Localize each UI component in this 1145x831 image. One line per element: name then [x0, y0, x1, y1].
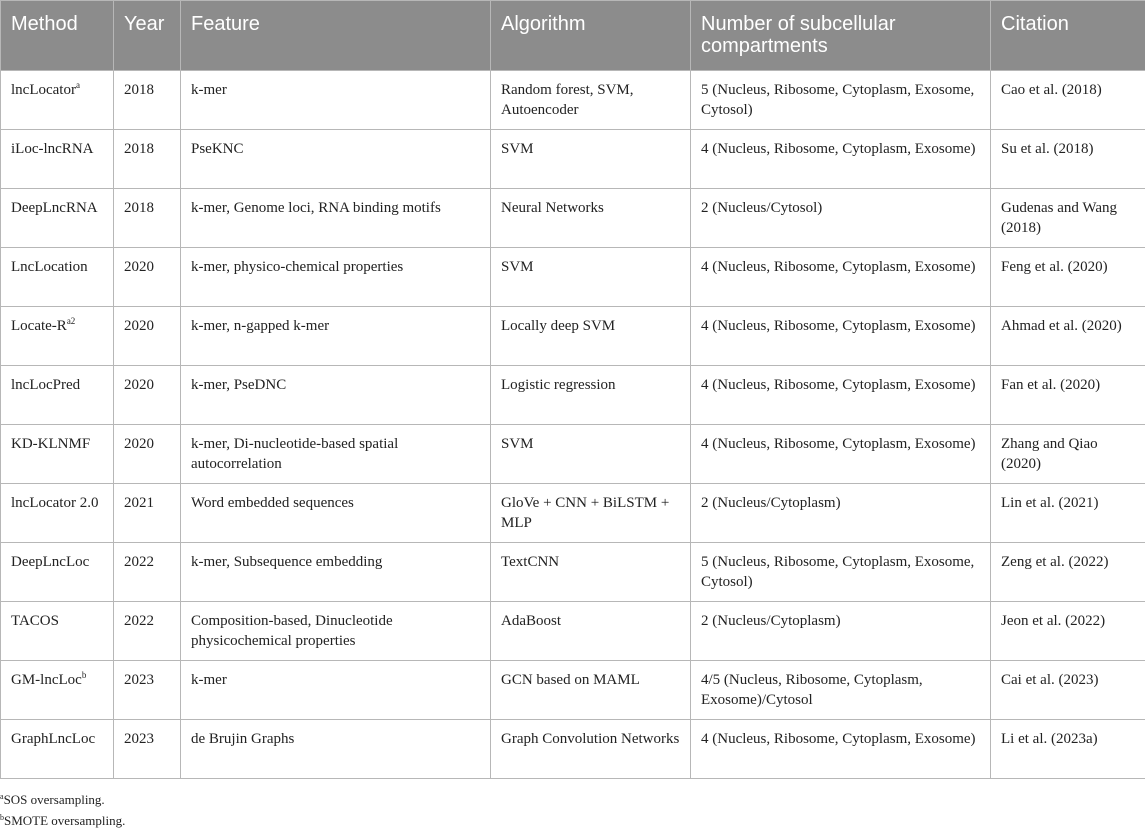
cell-feature [181, 366, 491, 425]
footnote-text: SOS oversampling. [4, 792, 105, 807]
compartments-text: 2 (Nucleus/Cytoplasm) [701, 495, 841, 511]
cell-citation [991, 484, 1145, 543]
cell-year [114, 661, 181, 720]
cell-citation [991, 602, 1145, 661]
feature-text: Word embedded sequences [191, 495, 354, 511]
algorithm-text: Neural Networks [501, 200, 604, 216]
cell-compartments [691, 425, 991, 484]
cell-year [114, 130, 181, 189]
compartments-text: 4/5 (Nucleus, Ribosome, Cytoplasm, Exosome)/Cytosol [701, 672, 923, 708]
footnotes [0, 789, 125, 831]
method-text: iLoc-lncRNA [11, 141, 93, 157]
cell-year [114, 307, 181, 366]
algorithm-text: GloVe + CNN + BiLSTM + MLP [501, 495, 669, 531]
table-row [1, 720, 1145, 779]
cell-year [114, 720, 181, 779]
footnote-text: SMOTE oversampling. [4, 813, 125, 828]
method-text: DeepLncRNA [11, 200, 98, 216]
cell-compartments [691, 248, 991, 307]
cell-algorithm [491, 484, 691, 543]
table-row [1, 248, 1145, 307]
algorithm-text: SVM [501, 259, 534, 275]
cell-method [1, 71, 114, 130]
cell-compartments [691, 484, 991, 543]
table-row [1, 307, 1145, 366]
cell-method [1, 602, 114, 661]
cell-method [1, 307, 114, 366]
cell-feature [181, 248, 491, 307]
cell-algorithm [491, 248, 691, 307]
footnote-mark: a [0, 792, 4, 801]
feature-text: de Brujin Graphs [191, 731, 294, 747]
year-text: 2020 [124, 377, 154, 393]
cell-algorithm [491, 425, 691, 484]
citation-text: Ahmad et al. (2020) [1001, 318, 1122, 334]
cell-year [114, 425, 181, 484]
cell-method [1, 543, 114, 602]
method-text: GraphLncLoc [11, 731, 95, 747]
header-method: Method [1, 1, 114, 71]
compartments-text: 4 (Nucleus, Ribosome, Cytoplasm, Exosome) [701, 141, 976, 157]
cell-feature [181, 307, 491, 366]
cell-compartments [691, 189, 991, 248]
header-citation: Citation [991, 1, 1145, 71]
cell-citation [991, 307, 1145, 366]
method-text: lncLocator [11, 82, 76, 98]
cell-method [1, 425, 114, 484]
cell-method [1, 484, 114, 543]
table-row [1, 661, 1145, 720]
year-text: 2022 [124, 613, 154, 629]
cell-algorithm [491, 189, 691, 248]
compartments-text: 2 (Nucleus/Cytoplasm) [701, 613, 841, 629]
citation-text: Jeon et al. (2022) [1001, 613, 1105, 629]
method-text: Locate-R [11, 318, 67, 334]
cell-algorithm [491, 661, 691, 720]
feature-text: k-mer, Di-nucleotide-based spatial autocorrelation [191, 436, 398, 472]
feature-text: k-mer, PseDNC [191, 377, 286, 393]
cell-citation [991, 71, 1145, 130]
citation-text: Lin et al. (2021) [1001, 495, 1098, 511]
cell-feature [181, 720, 491, 779]
method-text: GM-lncLoc [11, 672, 82, 688]
compartments-text: 4 (Nucleus, Ribosome, Cytoplasm, Exosome) [701, 731, 976, 747]
cell-method [1, 661, 114, 720]
cell-compartments [691, 307, 991, 366]
cell-method [1, 130, 114, 189]
table-body [1, 71, 1145, 779]
cell-feature [181, 130, 491, 189]
table-row [1, 189, 1145, 248]
cell-method [1, 720, 114, 779]
feature-text: k-mer, physico-chemical properties [191, 259, 403, 275]
header-feature: Feature [181, 1, 491, 71]
compartments-text: 5 (Nucleus, Ribosome, Cytoplasm, Exosome, Cytosol) [701, 554, 974, 590]
table-row [1, 71, 1145, 130]
cell-feature [181, 484, 491, 543]
cell-algorithm [491, 366, 691, 425]
algorithm-text: Graph Convolution Networks [501, 731, 679, 747]
algorithm-text: AdaBoost [501, 613, 561, 629]
method-text: KD-KLNMF [11, 436, 90, 452]
feature-text: Composition-based, Dinucleotide physicochemical properties [191, 613, 393, 649]
year-text: 2020 [124, 436, 154, 452]
year-text: 2018 [124, 141, 154, 157]
cell-citation [991, 720, 1145, 779]
citation-text: Zhang and Qiao (2020) [1001, 436, 1098, 472]
year-text: 2023 [124, 672, 154, 688]
table-row [1, 130, 1145, 189]
cell-year [114, 248, 181, 307]
header-year: Year [114, 1, 181, 71]
cell-citation [991, 248, 1145, 307]
cell-year [114, 543, 181, 602]
footnote-a [0, 789, 125, 810]
cell-compartments [691, 366, 991, 425]
compartments-text: 2 (Nucleus/Cytosol) [701, 200, 822, 216]
table-row [1, 425, 1145, 484]
feature-text: k-mer, Genome loci, RNA binding motifs [191, 200, 441, 216]
cell-method [1, 189, 114, 248]
cell-algorithm [491, 543, 691, 602]
year-text: 2022 [124, 554, 154, 570]
cell-compartments [691, 661, 991, 720]
feature-text: k-mer, Subsequence embedding [191, 554, 382, 570]
table-row [1, 543, 1145, 602]
cell-algorithm [491, 71, 691, 130]
compartments-text: 4 (Nucleus, Ribosome, Cytoplasm, Exosome) [701, 318, 976, 334]
method-text: DeepLncLoc [11, 554, 89, 570]
cell-year [114, 602, 181, 661]
header-compartments: Number of subcellular compartments [691, 1, 991, 71]
cell-feature [181, 189, 491, 248]
feature-text: k-mer [191, 82, 227, 98]
algorithm-text: TextCNN [501, 554, 559, 570]
method-text: lncLocator 2.0 [11, 495, 98, 511]
algorithm-text: Locally deep SVM [501, 318, 615, 334]
algorithm-text: SVM [501, 436, 534, 452]
cell-algorithm [491, 720, 691, 779]
cell-citation [991, 543, 1145, 602]
footnote-marker: a2 [67, 316, 76, 326]
cell-year [114, 366, 181, 425]
compartments-text: 5 (Nucleus, Ribosome, Cytoplasm, Exosome, Cytosol) [701, 82, 974, 118]
year-text: 2023 [124, 731, 154, 747]
table-row [1, 602, 1145, 661]
cell-citation [991, 425, 1145, 484]
year-text: 2020 [124, 259, 154, 275]
algorithm-text: Random forest, SVM, Autoencoder [501, 82, 634, 118]
cell-algorithm [491, 130, 691, 189]
year-text: 2018 [124, 82, 154, 98]
citation-text: Fan et al. (2020) [1001, 377, 1100, 393]
algorithm-text: GCN based on MAML [501, 672, 640, 688]
cell-citation [991, 189, 1145, 248]
cell-compartments [691, 602, 991, 661]
table-header [1, 1, 1145, 71]
cell-feature [181, 71, 491, 130]
compartments-text: 4 (Nucleus, Ribosome, Cytoplasm, Exosome) [701, 259, 976, 275]
cell-compartments [691, 130, 991, 189]
algorithm-text: Logistic regression [501, 377, 616, 393]
citation-text: Gudenas and Wang (2018) [1001, 200, 1117, 236]
cell-algorithm [491, 602, 691, 661]
compartments-text: 4 (Nucleus, Ribosome, Cytoplasm, Exosome) [701, 377, 976, 393]
year-text: 2021 [124, 495, 154, 511]
cell-method [1, 366, 114, 425]
cell-feature [181, 661, 491, 720]
cell-feature [181, 425, 491, 484]
cell-citation [991, 366, 1145, 425]
year-text: 2020 [124, 318, 154, 334]
cell-feature [181, 543, 491, 602]
cell-year [114, 71, 181, 130]
table-row [1, 366, 1145, 425]
cell-compartments [691, 543, 991, 602]
cell-year [114, 484, 181, 543]
footnote-mark: b [0, 813, 4, 822]
method-text: TACOS [11, 613, 59, 629]
cell-algorithm [491, 307, 691, 366]
feature-text: PseKNC [191, 141, 244, 157]
method-text: lncLocPred [11, 377, 80, 393]
header-row [1, 1, 1145, 71]
compartments-text: 4 (Nucleus, Ribosome, Cytoplasm, Exosome) [701, 436, 976, 452]
citation-text: Su et al. (2018) [1001, 141, 1093, 157]
cell-method [1, 248, 114, 307]
year-text: 2018 [124, 200, 154, 216]
footnote-b [0, 810, 125, 831]
cell-feature [181, 602, 491, 661]
citation-text: Feng et al. (2020) [1001, 259, 1108, 275]
feature-text: k-mer, n-gapped k-mer [191, 318, 329, 334]
citation-text: Zeng et al. (2022) [1001, 554, 1108, 570]
cell-compartments [691, 71, 991, 130]
cell-year [114, 189, 181, 248]
cell-compartments [691, 720, 991, 779]
method-text: LncLocation [11, 259, 88, 275]
citation-text: Li et al. (2023a) [1001, 731, 1098, 747]
cell-citation [991, 661, 1145, 720]
citation-text: Cao et al. (2018) [1001, 82, 1102, 98]
citation-text: Cai et al. (2023) [1001, 672, 1098, 688]
feature-text: k-mer [191, 672, 227, 688]
cell-citation [991, 130, 1145, 189]
algorithm-text: SVM [501, 141, 534, 157]
table-row [1, 484, 1145, 543]
footnote-marker: b [82, 670, 87, 680]
header-algorithm: Algorithm [491, 1, 691, 71]
footnote-marker: a [76, 80, 80, 90]
